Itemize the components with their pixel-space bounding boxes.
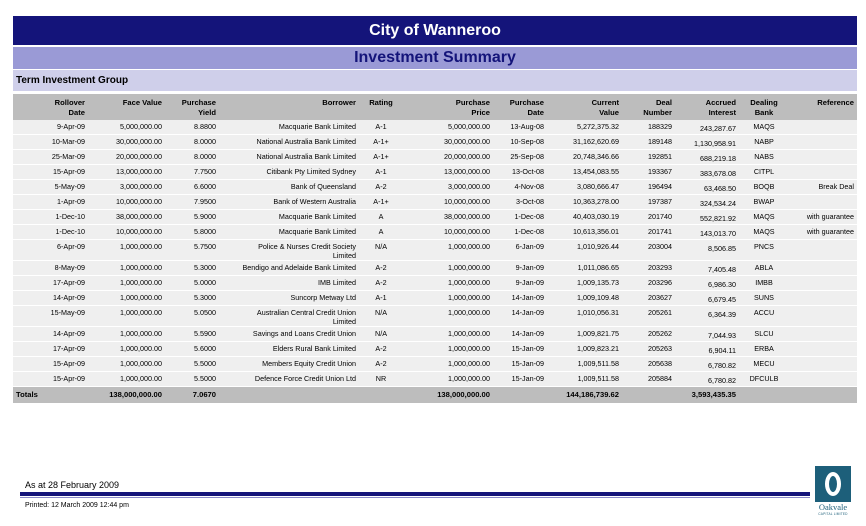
cell-reference bbox=[789, 120, 857, 135]
cell-rollover-date: 9-Apr-09 bbox=[57, 122, 85, 131]
cell-dealing-bank: MAQS bbox=[753, 122, 775, 131]
cell-rollover-date: 25-Mar-09 bbox=[51, 152, 85, 161]
cell-purchase-price: 3,000,000.00 bbox=[448, 182, 490, 191]
cell-accrued-interest: 63,468.50 bbox=[704, 184, 736, 193]
printed-date: Printed: 12 March 2009 12:44 pm bbox=[25, 502, 129, 509]
col-rating[interactable]: Rating bbox=[369, 98, 393, 107]
table-row bbox=[13, 372, 857, 387]
cell-borrower: Bendigo and Adelaide Bank Limited bbox=[242, 263, 356, 272]
cell-face-value: 1,000,000.00 bbox=[120, 359, 162, 368]
cell-dealing-bank: NABS bbox=[754, 152, 774, 161]
investment-table bbox=[13, 94, 857, 403]
cell-reference bbox=[789, 165, 857, 180]
cell-rollover-date: 1-Apr-09 bbox=[57, 197, 85, 206]
cell-purchase-price: 10,000,000.00 bbox=[444, 227, 490, 236]
cell-rollover-date: 14-Apr-09 bbox=[53, 293, 85, 302]
cell-reference: with guarantee bbox=[806, 212, 854, 221]
cell-rollover-date: 15-Apr-09 bbox=[53, 359, 85, 368]
cell-reference bbox=[789, 261, 857, 276]
cell-dealing-bank: MAQS bbox=[753, 212, 775, 221]
cell-purchase-date: 14-Jan-09 bbox=[511, 329, 544, 338]
cell-accrued-interest: 8,506.85 bbox=[708, 244, 736, 253]
cell-purchase-date: 13-Oct-08 bbox=[512, 167, 544, 176]
cell-purchase-price: 1,000,000.00 bbox=[448, 263, 490, 272]
cell-accrued-interest: 6,679.45 bbox=[708, 295, 736, 304]
cell-purchase-price: 1,000,000.00 bbox=[448, 308, 490, 317]
cell-dealing-bank: BOQB bbox=[753, 182, 775, 191]
cell-reference bbox=[789, 195, 857, 210]
cell-dealing-bank: IMBB bbox=[755, 278, 773, 287]
cell-accrued-interest: 6,780.82 bbox=[708, 376, 736, 385]
cell-rollover-date: 17-Apr-09 bbox=[53, 278, 85, 287]
cell-borrower: Bank of Western Australia bbox=[273, 197, 356, 206]
cell-accrued-interest: 383,678.08 bbox=[700, 169, 736, 178]
cell-rating: A-1 bbox=[375, 167, 387, 176]
cell-reference: with guarantee bbox=[806, 227, 854, 236]
table-row bbox=[13, 180, 857, 195]
cell-rollover-date: 1-Dec-10 bbox=[55, 212, 85, 221]
logo-name: Oakvale bbox=[818, 502, 848, 512]
cell-borrower: Macquarie Bank Limited bbox=[278, 122, 356, 131]
cell-reference bbox=[789, 357, 857, 372]
cell-accrued-interest: 7,044.93 bbox=[708, 331, 736, 340]
cell-dealing-bank: ACCU bbox=[753, 308, 775, 317]
totals-yield: 7.0670 bbox=[192, 390, 216, 400]
table-row bbox=[13, 210, 857, 225]
col-accrued-interest[interactable]: Accrued Interest bbox=[705, 98, 736, 117]
cell-purchase-price: 1,000,000.00 bbox=[448, 242, 490, 251]
cell-rating: A-1+ bbox=[373, 152, 389, 161]
cell-reference bbox=[789, 327, 857, 342]
cell-deal-number: 205638 bbox=[648, 359, 672, 368]
cell-borrower: Police & Nurses Credit Society Limited bbox=[258, 242, 356, 260]
cell-purchase-price: 30,000,000.00 bbox=[444, 137, 490, 146]
cell-borrower: Bank of Queensland bbox=[290, 182, 356, 191]
footer-rule-thin bbox=[20, 497, 810, 498]
footer-rule bbox=[20, 492, 810, 496]
cell-current-value: 5,272,375.32 bbox=[577, 122, 619, 131]
totals-purchase-price: 138,000,000.00 bbox=[437, 390, 490, 400]
cell-accrued-interest: 6,780.82 bbox=[708, 361, 736, 370]
cell-borrower: Savings and Loans Credit Union bbox=[252, 329, 356, 338]
cell-purchase-yield: 7.9500 bbox=[194, 197, 216, 206]
cell-face-value: 1,000,000.00 bbox=[120, 308, 162, 317]
cell-reference bbox=[789, 306, 857, 327]
cell-accrued-interest: 324,534.24 bbox=[700, 199, 736, 208]
cell-purchase-date: 9-Jan-09 bbox=[515, 263, 544, 272]
cell-purchase-yield: 5.0000 bbox=[194, 278, 216, 287]
cell-purchase-yield: 5.6000 bbox=[194, 344, 216, 353]
cell-purchase-price: 1,000,000.00 bbox=[448, 329, 490, 338]
cell-deal-number: 201741 bbox=[648, 227, 672, 236]
col-deal-number[interactable]: Deal Number bbox=[643, 98, 672, 117]
cell-deal-number: 205884 bbox=[648, 374, 672, 383]
cell-purchase-yield: 6.6000 bbox=[194, 182, 216, 191]
table-row bbox=[13, 276, 857, 291]
totals-face-value: 138,000,000.00 bbox=[109, 390, 162, 400]
cell-borrower: National Australia Bank Limited bbox=[256, 137, 356, 146]
cell-rollover-date: 14-Apr-09 bbox=[53, 329, 85, 338]
cell-borrower: Members Equity Credit Union bbox=[262, 359, 356, 368]
cell-dealing-bank: SUNS bbox=[754, 293, 774, 302]
cell-accrued-interest: 1,130,958.91 bbox=[694, 139, 736, 148]
cell-purchase-date: 13-Aug-08 bbox=[510, 122, 544, 131]
cell-purchase-date: 1-Dec-08 bbox=[514, 212, 544, 221]
cell-current-value: 1,010,926.44 bbox=[577, 242, 619, 251]
cell-borrower: Elders Rural Bank Limited bbox=[272, 344, 356, 353]
cell-purchase-date: 14-Jan-09 bbox=[511, 308, 544, 317]
as-at-date: As at 28 February 2009 bbox=[25, 480, 120, 490]
cell-face-value: 1,000,000.00 bbox=[120, 263, 162, 272]
table-row bbox=[13, 357, 857, 372]
cell-purchase-yield: 8.8800 bbox=[194, 122, 216, 131]
cell-current-value: 13,454,083.55 bbox=[573, 167, 619, 176]
cell-face-value: 1,000,000.00 bbox=[120, 329, 162, 338]
cell-current-value: 10,363,278.00 bbox=[573, 197, 619, 206]
col-rollover-date[interactable]: Rollover Date bbox=[54, 98, 85, 117]
cell-current-value: 31,162,620.69 bbox=[573, 137, 619, 146]
cell-reference bbox=[789, 372, 857, 387]
cell-current-value: 1,011,086.65 bbox=[577, 263, 619, 272]
cell-purchase-yield: 5.5000 bbox=[194, 359, 216, 368]
cell-deal-number: 197387 bbox=[648, 197, 672, 206]
cell-accrued-interest: 688,219.18 bbox=[700, 154, 736, 163]
cell-purchase-yield: 5.5900 bbox=[194, 329, 216, 338]
cell-purchase-price: 20,000,000.00 bbox=[444, 152, 490, 161]
cell-purchase-date: 6-Jan-09 bbox=[515, 242, 544, 251]
cell-rollover-date: 15-Apr-09 bbox=[53, 167, 85, 176]
cell-current-value: 40,403,030.19 bbox=[573, 212, 619, 221]
cell-accrued-interest: 552,821.92 bbox=[700, 214, 736, 223]
cell-dealing-bank: BWAP bbox=[753, 197, 775, 206]
cell-borrower: Macquarie Bank Limited bbox=[278, 227, 356, 236]
table-row bbox=[13, 135, 857, 150]
cell-borrower: Citibank Pty Limited Sydney bbox=[266, 167, 356, 176]
cell-reference bbox=[789, 135, 857, 150]
cell-deal-number: 203004 bbox=[648, 242, 672, 251]
cell-rollover-date: 17-Apr-09 bbox=[53, 344, 85, 353]
cell-purchase-price: 1,000,000.00 bbox=[448, 359, 490, 368]
cell-purchase-yield: 5.5000 bbox=[194, 374, 216, 383]
cell-rating: N/A bbox=[375, 242, 387, 251]
table-row bbox=[13, 150, 857, 165]
cell-purchase-yield: 5.3000 bbox=[194, 263, 216, 272]
cell-face-value: 3,000,000.00 bbox=[120, 182, 162, 191]
cell-dealing-bank: CITPL bbox=[753, 167, 775, 176]
cell-borrower: Macquarie Bank Limited bbox=[278, 212, 356, 221]
cell-deal-number: 192851 bbox=[648, 152, 672, 161]
cell-deal-number: 205263 bbox=[648, 344, 672, 353]
cell-purchase-date: 15-Jan-09 bbox=[511, 374, 544, 383]
cell-purchase-price: 13,000,000.00 bbox=[444, 167, 490, 176]
oakvale-logo bbox=[814, 466, 852, 522]
cell-purchase-date: 10-Sep-08 bbox=[510, 137, 544, 146]
cell-rollover-date: 1-Dec-10 bbox=[55, 227, 85, 236]
cell-purchase-price: 10,000,000.00 bbox=[444, 197, 490, 206]
cell-purchase-yield: 7.7500 bbox=[194, 167, 216, 176]
cell-dealing-bank: MECU bbox=[753, 359, 775, 368]
col-borrower[interactable]: Borrower bbox=[322, 98, 356, 107]
cell-face-value: 20,000,000.00 bbox=[116, 152, 162, 161]
cell-purchase-yield: 5.0500 bbox=[194, 308, 216, 317]
group-heading: Term Investment Group bbox=[13, 70, 857, 91]
cell-rollover-date: 5-May-09 bbox=[54, 182, 85, 191]
logo-mark-icon bbox=[815, 466, 851, 502]
table-row bbox=[13, 261, 857, 276]
cell-purchase-date: 14-Jan-09 bbox=[511, 293, 544, 302]
cell-rating: N/A bbox=[375, 308, 387, 317]
cell-purchase-price: 1,000,000.00 bbox=[448, 293, 490, 302]
cell-current-value: 1,009,109.48 bbox=[577, 293, 619, 302]
cell-rating: NR bbox=[375, 374, 387, 383]
totals-current-value: 144,186,739.62 bbox=[566, 390, 619, 400]
cell-purchase-date: 15-Jan-09 bbox=[511, 359, 544, 368]
cell-rating: A-2 bbox=[375, 263, 387, 272]
cell-purchase-date: 25-Sep-08 bbox=[510, 152, 544, 161]
cell-current-value: 1,009,823.21 bbox=[577, 344, 619, 353]
cell-deal-number: 203627 bbox=[648, 293, 672, 302]
cell-accrued-interest: 243,287.67 bbox=[700, 124, 736, 133]
cell-current-value: 1,009,821.75 bbox=[577, 329, 619, 338]
cell-accrued-interest: 6,986.30 bbox=[708, 280, 736, 289]
totals-accrued-interest: 3,593,435.35 bbox=[691, 390, 736, 400]
table-row bbox=[13, 306, 857, 327]
cell-face-value: 5,000,000.00 bbox=[120, 122, 162, 131]
table-row bbox=[13, 240, 857, 261]
cell-purchase-date: 3-Oct-08 bbox=[516, 197, 544, 206]
cell-face-value: 1,000,000.00 bbox=[120, 278, 162, 287]
cell-rollover-date: 8-May-09 bbox=[54, 263, 85, 272]
cell-accrued-interest: 7,405.48 bbox=[708, 265, 736, 274]
cell-rating: A-1 bbox=[375, 293, 387, 302]
cell-dealing-bank: ERBA bbox=[754, 344, 774, 353]
cell-reference bbox=[789, 276, 857, 291]
cell-current-value: 10,613,356.01 bbox=[573, 227, 619, 236]
cell-purchase-price: 1,000,000.00 bbox=[448, 278, 490, 287]
cell-reference bbox=[789, 150, 857, 165]
page-subtitle: Investment Summary bbox=[13, 47, 857, 69]
logo-tagline: CAPITAL LIMITED bbox=[818, 512, 848, 516]
cell-purchase-yield: 5.7500 bbox=[194, 242, 216, 251]
cell-purchase-date: 9-Jan-09 bbox=[515, 278, 544, 287]
cell-borrower: Suncorp Metway Ltd bbox=[290, 293, 356, 302]
cell-current-value: 1,009,511.58 bbox=[577, 359, 619, 368]
col-dealing-bank[interactable]: Dealing Bank bbox=[750, 98, 778, 117]
col-face-value[interactable]: Face Value bbox=[122, 98, 162, 107]
cell-purchase-price: 1,000,000.00 bbox=[448, 374, 490, 383]
cell-purchase-date: 4-Nov-08 bbox=[514, 182, 544, 191]
cell-rollover-date: 10-Mar-09 bbox=[51, 137, 85, 146]
cell-rating: A-1 bbox=[375, 122, 387, 131]
cell-dealing-bank: PNCS bbox=[754, 242, 774, 251]
cell-reference: Break Deal bbox=[818, 182, 854, 191]
cell-deal-number: 203296 bbox=[648, 278, 672, 287]
col-current-value[interactable]: Current Value bbox=[591, 98, 619, 117]
cell-current-value: 1,009,135.73 bbox=[577, 278, 619, 287]
cell-face-value: 30,000,000.00 bbox=[116, 137, 162, 146]
cell-purchase-yield: 5.9000 bbox=[194, 212, 216, 221]
col-purchase-yield[interactable]: Purchase Yield bbox=[181, 98, 216, 117]
cell-rating: A bbox=[378, 212, 384, 221]
table-row bbox=[13, 120, 857, 135]
cell-accrued-interest: 6,364.39 bbox=[708, 310, 736, 319]
cell-dealing-bank: SLCU bbox=[754, 329, 774, 338]
cell-purchase-yield: 5.3000 bbox=[194, 293, 216, 302]
cell-current-value: 3,080,666.47 bbox=[577, 182, 619, 191]
cell-deal-number: 205261 bbox=[648, 308, 672, 317]
table-header-row bbox=[13, 94, 857, 120]
cell-accrued-interest: 6,904.11 bbox=[708, 346, 736, 355]
cell-accrued-interest: 143,013.70 bbox=[700, 229, 736, 238]
col-purchase-date[interactable]: Purchase Date bbox=[509, 98, 544, 117]
cell-rating: A-1+ bbox=[373, 197, 389, 206]
cell-current-value: 20,748,346.66 bbox=[573, 152, 619, 161]
cell-rollover-date: 15-May-09 bbox=[50, 308, 85, 317]
cell-deal-number: 203293 bbox=[648, 263, 672, 272]
page-title: City of Wanneroo bbox=[13, 16, 857, 45]
cell-face-value: 13,000,000.00 bbox=[116, 167, 162, 176]
totals-label: Totals bbox=[16, 390, 38, 400]
cell-face-value: 1,000,000.00 bbox=[120, 344, 162, 353]
cell-borrower: Defence Force Credit Union Ltd bbox=[254, 374, 356, 383]
cell-dealing-bank: NABP bbox=[754, 137, 774, 146]
cell-purchase-yield: 5.8000 bbox=[194, 227, 216, 236]
cell-borrower: Australian Central Credit Union Limited bbox=[256, 308, 356, 326]
table-row bbox=[13, 342, 857, 357]
cell-rating: A-1+ bbox=[373, 137, 389, 146]
cell-rating: A-2 bbox=[375, 182, 387, 191]
col-reference[interactable]: Reference bbox=[817, 98, 854, 107]
cell-deal-number: 196494 bbox=[648, 182, 672, 191]
cell-deal-number: 201740 bbox=[648, 212, 672, 221]
cell-dealing-bank: MAQS bbox=[753, 227, 775, 236]
cell-deal-number: 188329 bbox=[648, 122, 672, 131]
cell-rating: A-2 bbox=[375, 344, 387, 353]
totals-row bbox=[13, 387, 857, 403]
cell-rating: N/A bbox=[375, 329, 387, 338]
cell-reference bbox=[789, 342, 857, 357]
cell-face-value: 10,000,000.00 bbox=[116, 227, 162, 236]
col-purchase-price[interactable]: Purchase Price bbox=[455, 98, 490, 117]
cell-deal-number: 205262 bbox=[648, 329, 672, 338]
cell-reference bbox=[789, 291, 857, 306]
cell-dealing-bank: ABLA bbox=[754, 263, 774, 272]
cell-rollover-date: 15-Apr-09 bbox=[53, 374, 85, 383]
cell-deal-number: 193367 bbox=[648, 167, 672, 176]
cell-current-value: 1,010,056.31 bbox=[577, 308, 619, 317]
cell-borrower: National Australia Bank Limited bbox=[256, 152, 356, 161]
table-row bbox=[13, 327, 857, 342]
table-row bbox=[13, 165, 857, 180]
cell-rating: A bbox=[378, 227, 384, 236]
cell-rating: A-2 bbox=[375, 359, 387, 368]
cell-borrower: IMB Limited bbox=[318, 278, 356, 287]
cell-face-value: 1,000,000.00 bbox=[120, 293, 162, 302]
cell-purchase-price: 5,000,000.00 bbox=[448, 122, 490, 131]
cell-purchase-yield: 8.0000 bbox=[194, 152, 216, 161]
cell-purchase-yield: 8.0000 bbox=[194, 137, 216, 146]
cell-reference bbox=[789, 240, 857, 261]
cell-current-value: 1,009,511.58 bbox=[577, 374, 619, 383]
cell-purchase-date: 1-Dec-08 bbox=[514, 227, 544, 236]
cell-face-value: 1,000,000.00 bbox=[120, 242, 162, 251]
cell-purchase-date: 15-Jan-09 bbox=[511, 344, 544, 353]
table-row bbox=[13, 291, 857, 306]
cell-rollover-date: 6-Apr-09 bbox=[57, 242, 85, 251]
cell-purchase-price: 38,000,000.00 bbox=[444, 212, 490, 221]
cell-face-value: 1,000,000.00 bbox=[120, 374, 162, 383]
cell-face-value: 10,000,000.00 bbox=[116, 197, 162, 206]
cell-face-value: 38,000,000.00 bbox=[116, 212, 162, 221]
table-row bbox=[13, 225, 857, 240]
cell-rating: A-2 bbox=[375, 278, 387, 287]
cell-dealing-bank: DFCULB bbox=[749, 374, 779, 383]
table-row bbox=[13, 195, 857, 210]
cell-purchase-price: 1,000,000.00 bbox=[448, 344, 490, 353]
cell-deal-number: 189148 bbox=[648, 137, 672, 146]
